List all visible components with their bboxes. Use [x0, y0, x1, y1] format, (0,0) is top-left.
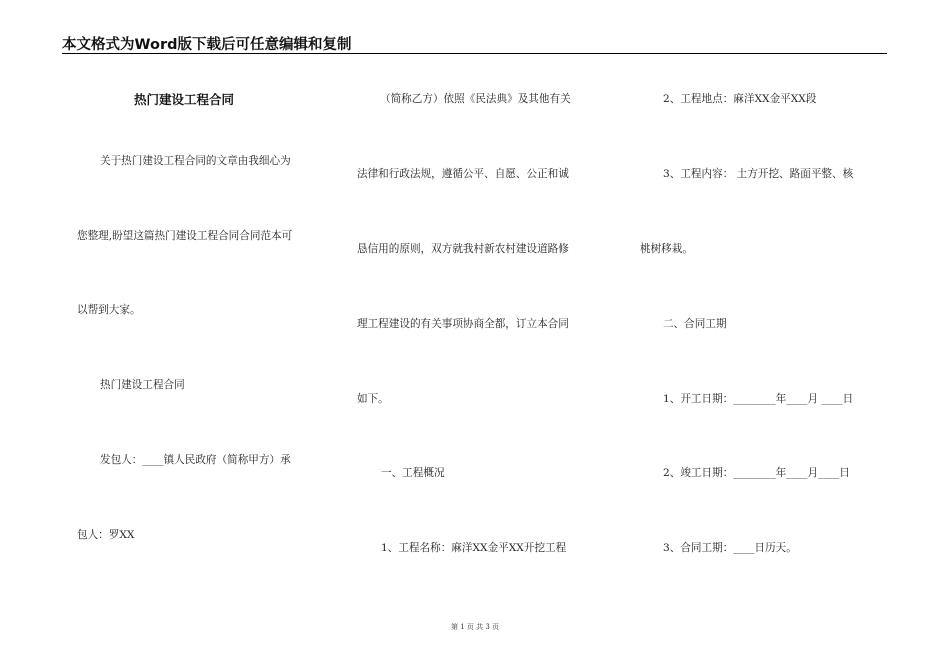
document-title: 热门建设工程合同	[134, 92, 235, 107]
text-line: 发包人：____镇人民政府（简称甲方）承	[100, 454, 291, 466]
text-line: 1、工程名称：麻洋XX金平XX开挖工程	[381, 542, 567, 554]
text-line: 您整理,盼望这篇热门建设工程合同合同范本可	[77, 230, 293, 242]
text-line: 2、竣工日期：________年____月____日	[663, 467, 850, 479]
text-line: （简称乙方）依照《民法典》及其他有关	[380, 93, 571, 105]
text-line: 关于热门建设工程合同的文章由我细心为	[100, 155, 291, 167]
text-line: 理工程建设的有关事项协商全都，订立本合同	[357, 318, 569, 330]
header-title: 本文格式为Word版下载后可任意编辑和复制	[62, 37, 352, 53]
text-line: 恳信用的原则，双方就我村新农村建设道路修	[357, 243, 569, 255]
header-rule	[62, 53, 887, 54]
text-line: 包人：罗XX	[77, 529, 135, 541]
text-line: 3、工程内容： 土方开挖、路面平整、核	[663, 168, 854, 180]
text-line: 如下。	[357, 393, 389, 405]
page-number: 第 1 页 共 3 页	[450, 623, 500, 631]
text-line: 法律和行政法规，遵循公平、自愿、公正和诚	[357, 168, 569, 180]
text-line: 桃树移栽。	[640, 243, 693, 255]
text-line: 1、开工日期：________年____月 ____日	[663, 393, 854, 405]
text-line: 3、合同工期：____日历天。	[663, 542, 797, 554]
text-line: 热门建设工程合同	[100, 379, 185, 391]
text-line: 2、工程地点：麻洋XX金平XX段	[663, 93, 817, 105]
text-line: 以帮到大家。	[77, 304, 141, 316]
section-heading: 一、工程概况	[381, 467, 445, 479]
section-heading: 二、合同工期	[663, 318, 727, 330]
